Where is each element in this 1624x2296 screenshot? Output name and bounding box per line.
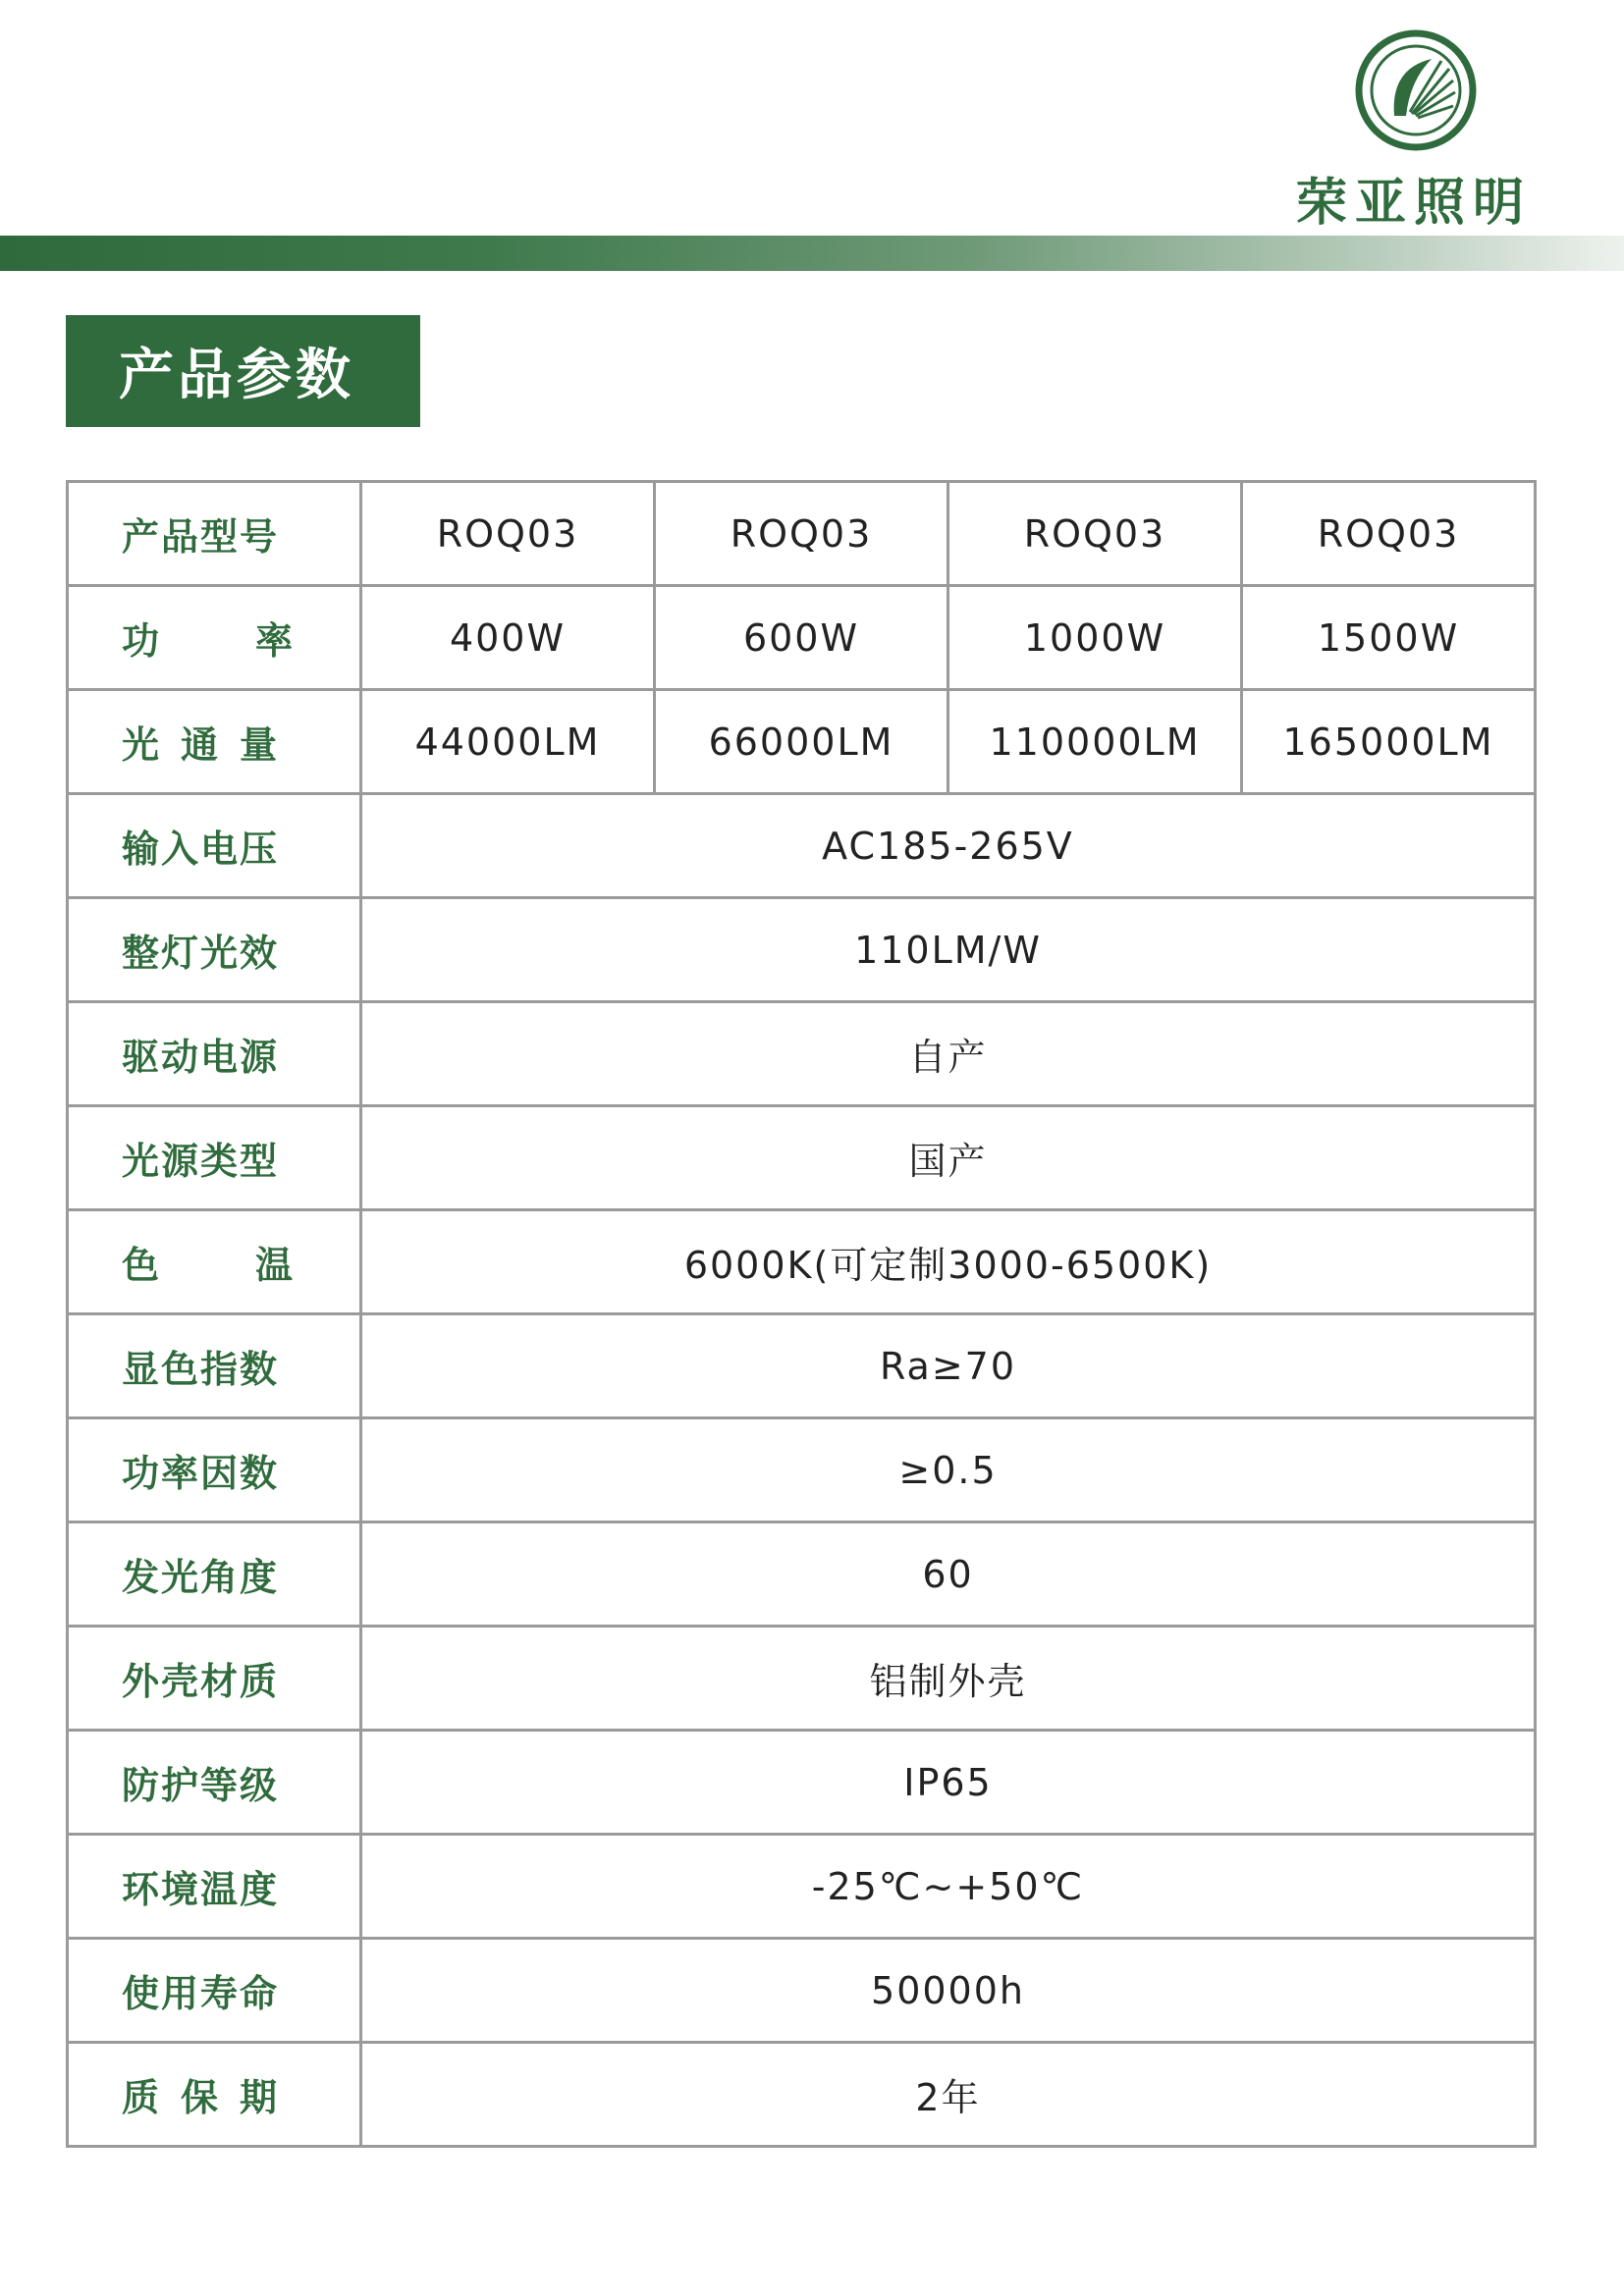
table-row-power bbox=[68, 586, 1536, 690]
table-row-lifespan bbox=[68, 1939, 1536, 2043]
table-row-ambient-temp bbox=[68, 1835, 1536, 1939]
row-label: 使用寿命 bbox=[68, 1939, 361, 2043]
row-label: 光源类型 bbox=[68, 1106, 361, 1210]
table-row-power-factor bbox=[68, 1418, 1536, 1522]
table-row-ip-rating bbox=[68, 1731, 1536, 1835]
cell-value: Ra≥70 bbox=[361, 1314, 1536, 1418]
cell-value: 110000LM bbox=[948, 690, 1242, 794]
cell-value: ROQ03 bbox=[361, 482, 655, 586]
cell-value: 1500W bbox=[1242, 586, 1536, 690]
palm-leaf-circle-icon bbox=[1355, 29, 1477, 151]
cell-value: 66000LM bbox=[655, 690, 948, 794]
table-row-warranty bbox=[68, 2043, 1536, 2147]
table-row-flux bbox=[68, 690, 1536, 794]
row-label: 环境温度 bbox=[68, 1835, 361, 1939]
table-row-housing bbox=[68, 1627, 1536, 1731]
row-label: 显色指数 bbox=[68, 1314, 361, 1418]
cell-value: 50000h bbox=[361, 1939, 1536, 2043]
row-label: 光 通 量 bbox=[68, 690, 361, 794]
cell-value: 1000W bbox=[948, 586, 1242, 690]
spec-table bbox=[66, 480, 1537, 2148]
row-label: 输入电压 bbox=[68, 794, 361, 898]
table-row-driver bbox=[68, 1002, 1536, 1106]
table-row-model bbox=[68, 482, 1536, 586]
row-label: 色 温 bbox=[68, 1210, 361, 1314]
cell-value: 110LM/W bbox=[361, 898, 1536, 1002]
cell-value: 400W bbox=[361, 586, 655, 690]
brand-name: 荣亚照明 bbox=[1295, 174, 1532, 233]
row-label: 功 率 bbox=[68, 586, 361, 690]
row-label: 功率因数 bbox=[68, 1418, 361, 1522]
cell-value: 铝制外壳 bbox=[361, 1627, 1536, 1731]
table-row-input-voltage bbox=[68, 794, 1536, 898]
header-gradient-band bbox=[0, 236, 1624, 271]
brand-logo bbox=[1276, 29, 1551, 233]
cell-value: -25℃~+50℃ bbox=[361, 1835, 1536, 1939]
table-row-efficacy bbox=[68, 898, 1536, 1002]
row-label: 外壳材质 bbox=[68, 1627, 361, 1731]
cell-value: 自产 bbox=[361, 1002, 1536, 1106]
cell-value: 2年 bbox=[361, 2043, 1536, 2147]
table-row-cri bbox=[68, 1314, 1536, 1418]
row-label: 整灯光效 bbox=[68, 898, 361, 1002]
cell-value: ROQ03 bbox=[1242, 482, 1536, 586]
row-label: 产品型号 bbox=[68, 482, 361, 586]
cell-value: 6000K(可定制3000-6500K) bbox=[361, 1210, 1536, 1314]
table-row-beam-angle bbox=[68, 1522, 1536, 1627]
table-row-color-temp bbox=[68, 1210, 1536, 1314]
cell-value: IP65 bbox=[361, 1731, 1536, 1835]
row-label: 防护等级 bbox=[68, 1731, 361, 1835]
table-row-light-source bbox=[68, 1106, 1536, 1210]
cell-value: ROQ03 bbox=[948, 482, 1242, 586]
section-title: 产品参数 bbox=[66, 315, 420, 427]
row-label: 发光角度 bbox=[68, 1522, 361, 1627]
cell-value: 44000LM bbox=[361, 690, 655, 794]
cell-value: 600W bbox=[655, 586, 948, 690]
cell-value: AC185-265V bbox=[361, 794, 1536, 898]
cell-value: ROQ03 bbox=[655, 482, 948, 586]
cell-value: 国产 bbox=[361, 1106, 1536, 1210]
row-label: 驱动电源 bbox=[68, 1002, 361, 1106]
cell-value: 60 bbox=[361, 1522, 1536, 1627]
row-label: 质 保 期 bbox=[68, 2043, 361, 2147]
cell-value: ≥0.5 bbox=[361, 1418, 1536, 1522]
cell-value: 165000LM bbox=[1242, 690, 1536, 794]
